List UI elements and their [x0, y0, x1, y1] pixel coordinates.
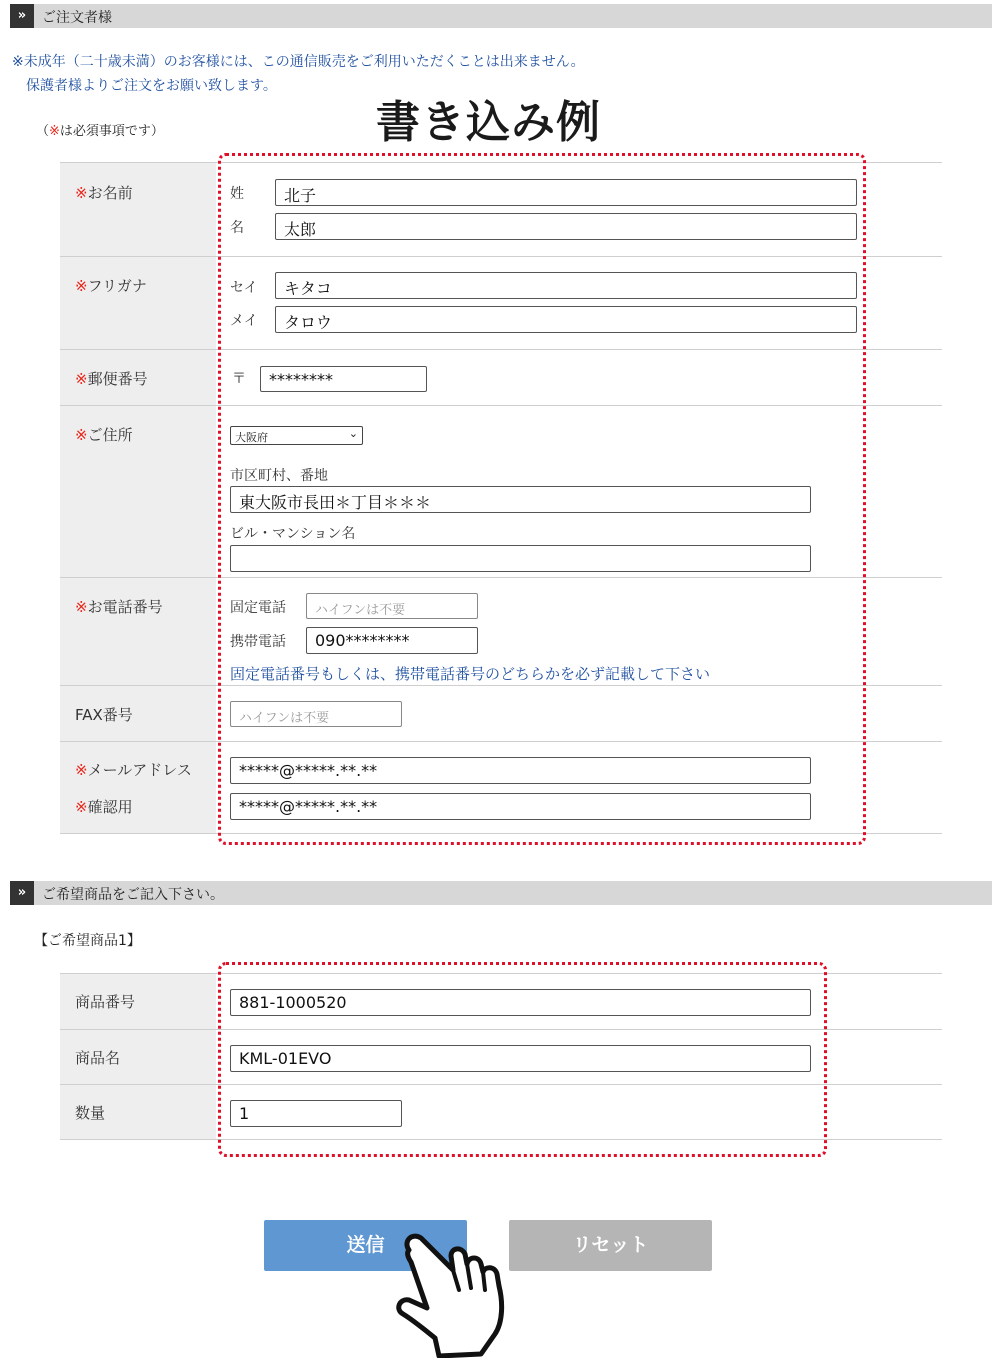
label-quantity: 数量: [75, 1104, 106, 1122]
required-note: （※は必須事項です）: [36, 124, 164, 139]
product-name-input[interactable]: KML-01EVO: [230, 1045, 811, 1072]
label-landline: 固定電話: [230, 600, 286, 616]
label-email-confirm: ※確認用: [75, 798, 133, 816]
reset-button[interactable]: リセット: [509, 1220, 712, 1271]
label-fax: FAX番号: [75, 706, 133, 724]
first-name-input[interactable]: 太郎: [275, 213, 857, 240]
postal-mark-icon: 〒: [232, 371, 246, 387]
city-input[interactable]: 東大阪市長田＊丁目＊＊＊: [230, 486, 811, 513]
notice-line-2: 保護者様よりご注文をお願い致します。: [26, 78, 277, 94]
last-name-kana-input[interactable]: キタコ: [275, 272, 857, 299]
label-kana: ※フリガナ: [75, 277, 147, 295]
label-product-code: 商品番号: [75, 993, 136, 1011]
chevron-down-icon: ⌄: [348, 427, 358, 440]
chevron-double-right-icon: »: [10, 881, 34, 905]
section-title: ご注文者様: [42, 10, 112, 26]
mobile-input[interactable]: 090********: [306, 627, 478, 654]
landline-input[interactable]: ハイフンは不要: [306, 593, 478, 619]
section-title: ご希望商品をご記入下さい。: [42, 887, 224, 903]
label-building: ビル・マンション名: [230, 526, 356, 542]
example-highlight-products: [218, 962, 827, 1157]
label-mei: 名: [230, 220, 244, 236]
prefecture-select[interactable]: 大阪府 ⌄: [230, 426, 363, 445]
label-kana-sei: セイ: [230, 280, 258, 296]
label-city: 市区町村、番地: [230, 468, 328, 484]
label-mobile: 携帯電話: [230, 634, 286, 650]
fax-input[interactable]: ハイフンは不要: [230, 701, 402, 727]
label-address: ※ご住所: [75, 426, 133, 444]
example-title: 書き込み例: [376, 97, 601, 148]
example-highlight-orderer: [218, 153, 866, 845]
submit-button[interactable]: 送信: [264, 1220, 467, 1271]
email-input[interactable]: *****@*****.**.**: [230, 757, 811, 784]
notice-line-1: ※未成年（二十歳未満）のお客様には、この通信販売をご利用いただくことは出来ません。: [12, 54, 585, 70]
section-header-orderer: [10, 4, 992, 28]
label-postal: ※郵便番号: [75, 370, 148, 388]
quantity-input[interactable]: 1: [230, 1100, 402, 1127]
product-heading: 【ご希望商品1】: [34, 933, 141, 949]
label-sei: 姓: [230, 186, 244, 202]
label-phone: ※お電話番号: [75, 598, 163, 616]
postal-code-input[interactable]: ********: [260, 366, 427, 392]
last-name-input[interactable]: 北子: [275, 179, 857, 206]
phone-hint: 固定電話番号もしくは、携帯電話番号のどちらかを必ず記載して下さい: [230, 665, 711, 683]
label-email: ※メールアドレス: [75, 761, 192, 779]
product-code-input[interactable]: 881-1000520: [230, 989, 811, 1016]
label-product-name: 商品名: [75, 1049, 121, 1067]
first-name-kana-input[interactable]: タロウ: [275, 306, 857, 333]
pointer-hand-icon: [395, 1226, 520, 1358]
section-header-products: [10, 881, 992, 905]
chevron-double-right-icon: »: [10, 4, 34, 28]
label-name: ※お名前: [75, 184, 133, 202]
email-confirm-input[interactable]: *****@*****.**.**: [230, 793, 811, 820]
label-kana-mei: メイ: [230, 313, 258, 329]
